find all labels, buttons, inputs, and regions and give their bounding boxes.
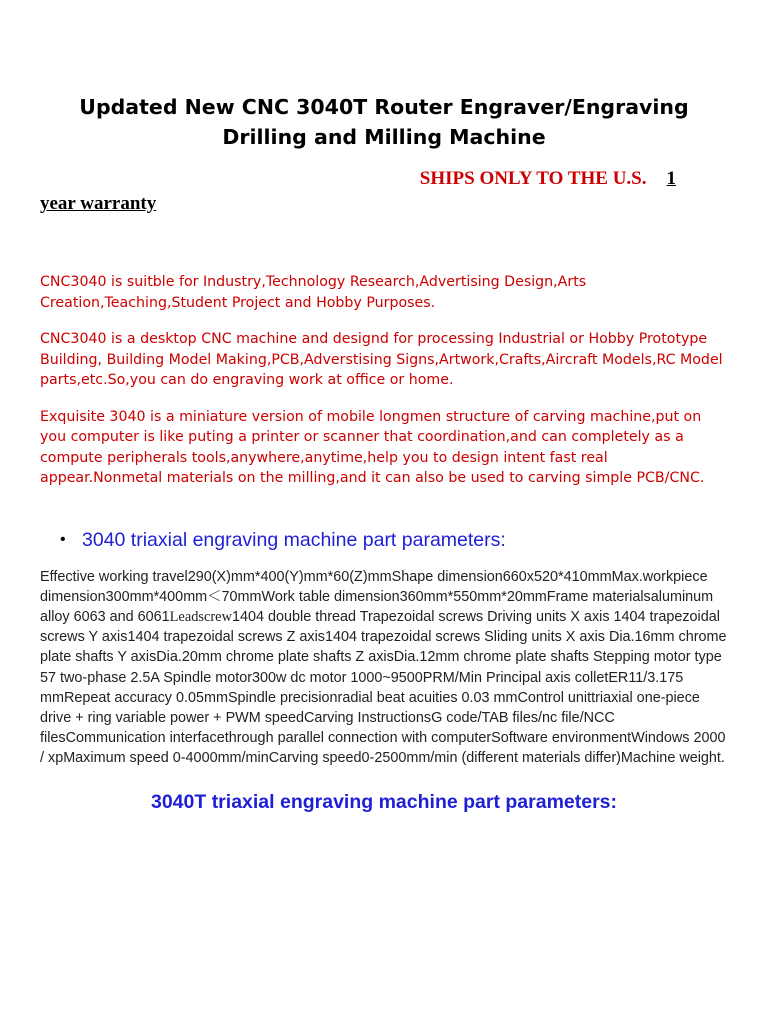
section-heading: 3040T triaxial engraving machine part parameters: bbox=[150, 790, 618, 813]
parameters-list bbox=[40, 527, 728, 553]
leadscrew-label: Leadscrew bbox=[169, 608, 232, 625]
shipping-line bbox=[40, 166, 728, 192]
warranty-number: 1 bbox=[666, 168, 676, 189]
description-paragraph: Exquisite 3040 is a miniature version of mobile longmen structure of carving machine,put on you computer is like puting a printer or scanner that coordination,and can completely as a compute peripherals tools,anywhere,anytime,help you to design intent fast real appear.Nonmetal materials on the milling,and it can also be used to carving simple PCB/CNC. bbox=[40, 408, 705, 486]
parameters-heading: 3040 triaxial engraving machine part parameters: bbox=[82, 528, 506, 551]
warranty-text: year warranty bbox=[40, 193, 157, 214]
bullet-icon: • bbox=[60, 530, 66, 548]
parameters-text-part: Effective working travel290(X)mm*400(Y)mm*60(Z)mmShape dimension660x520*410mmMax.workpiece dimension300mm*400mm＜70mmWork table dimension360mm*550mm*20mmFrame materialsaluminum alloy 6063 and 6061 bbox=[40, 568, 714, 625]
parameters-text bbox=[40, 567, 728, 769]
description-paragraph: CNC3040 is a desktop CNC machine and designd for processing Industrial or Hobby Prototype Building, Building Model Making,PCB,Adverstising Signs,Artwork,Crafts,Aircraft Models,RC Model parts,etc.So,you can do engraving work at office or home. bbox=[40, 331, 723, 388]
parameters-text-part: 1404 double thread Trapezoidal screws Driving units X axis 1404 trapezoidal screws Y axis1404 trapezoidal screws Z axis1404 trapezoidal screws Sliding units X axis Dia.16mm chrome plate shafts Y axisDia.20mm chrome plate shafts Z axisDia.12mm chrome plate shafts Stepping motor type 57 two-phase 2.5A Spindle motor300w dc motor 1000~9500PRM/Min Principal axis colletER11/3.175 mmRepeat accuracy 0.05mmSpindle precisionradial beat acuities 0.03 mmControl unittriaxial one-piece drive + ring variable power + PWM speedCarving InstructionsG code/TAB files/nc file/NCC filesCommunication interfacethrough parallel connection with computerSoftware environmentWindows 2000 / xpMaximum speed 0-4000mm/minCarving speed0-2500mm/min (different materials differ)Machine weight. bbox=[40, 608, 727, 767]
page-title: Updated New CNC 3040T Router Engraver/Engraving Drilling and Milling Machine bbox=[79, 95, 689, 149]
list-item bbox=[60, 527, 728, 553]
description-paragraph: CNC3040 is suitble for Industry,Technology Research,Advertising Design,Arts Creation,Teaching,Student Project and Hobby Purposes. bbox=[40, 274, 587, 311]
ships-only-notice: SHIPS ONLY TO THE U.S. bbox=[419, 168, 647, 189]
